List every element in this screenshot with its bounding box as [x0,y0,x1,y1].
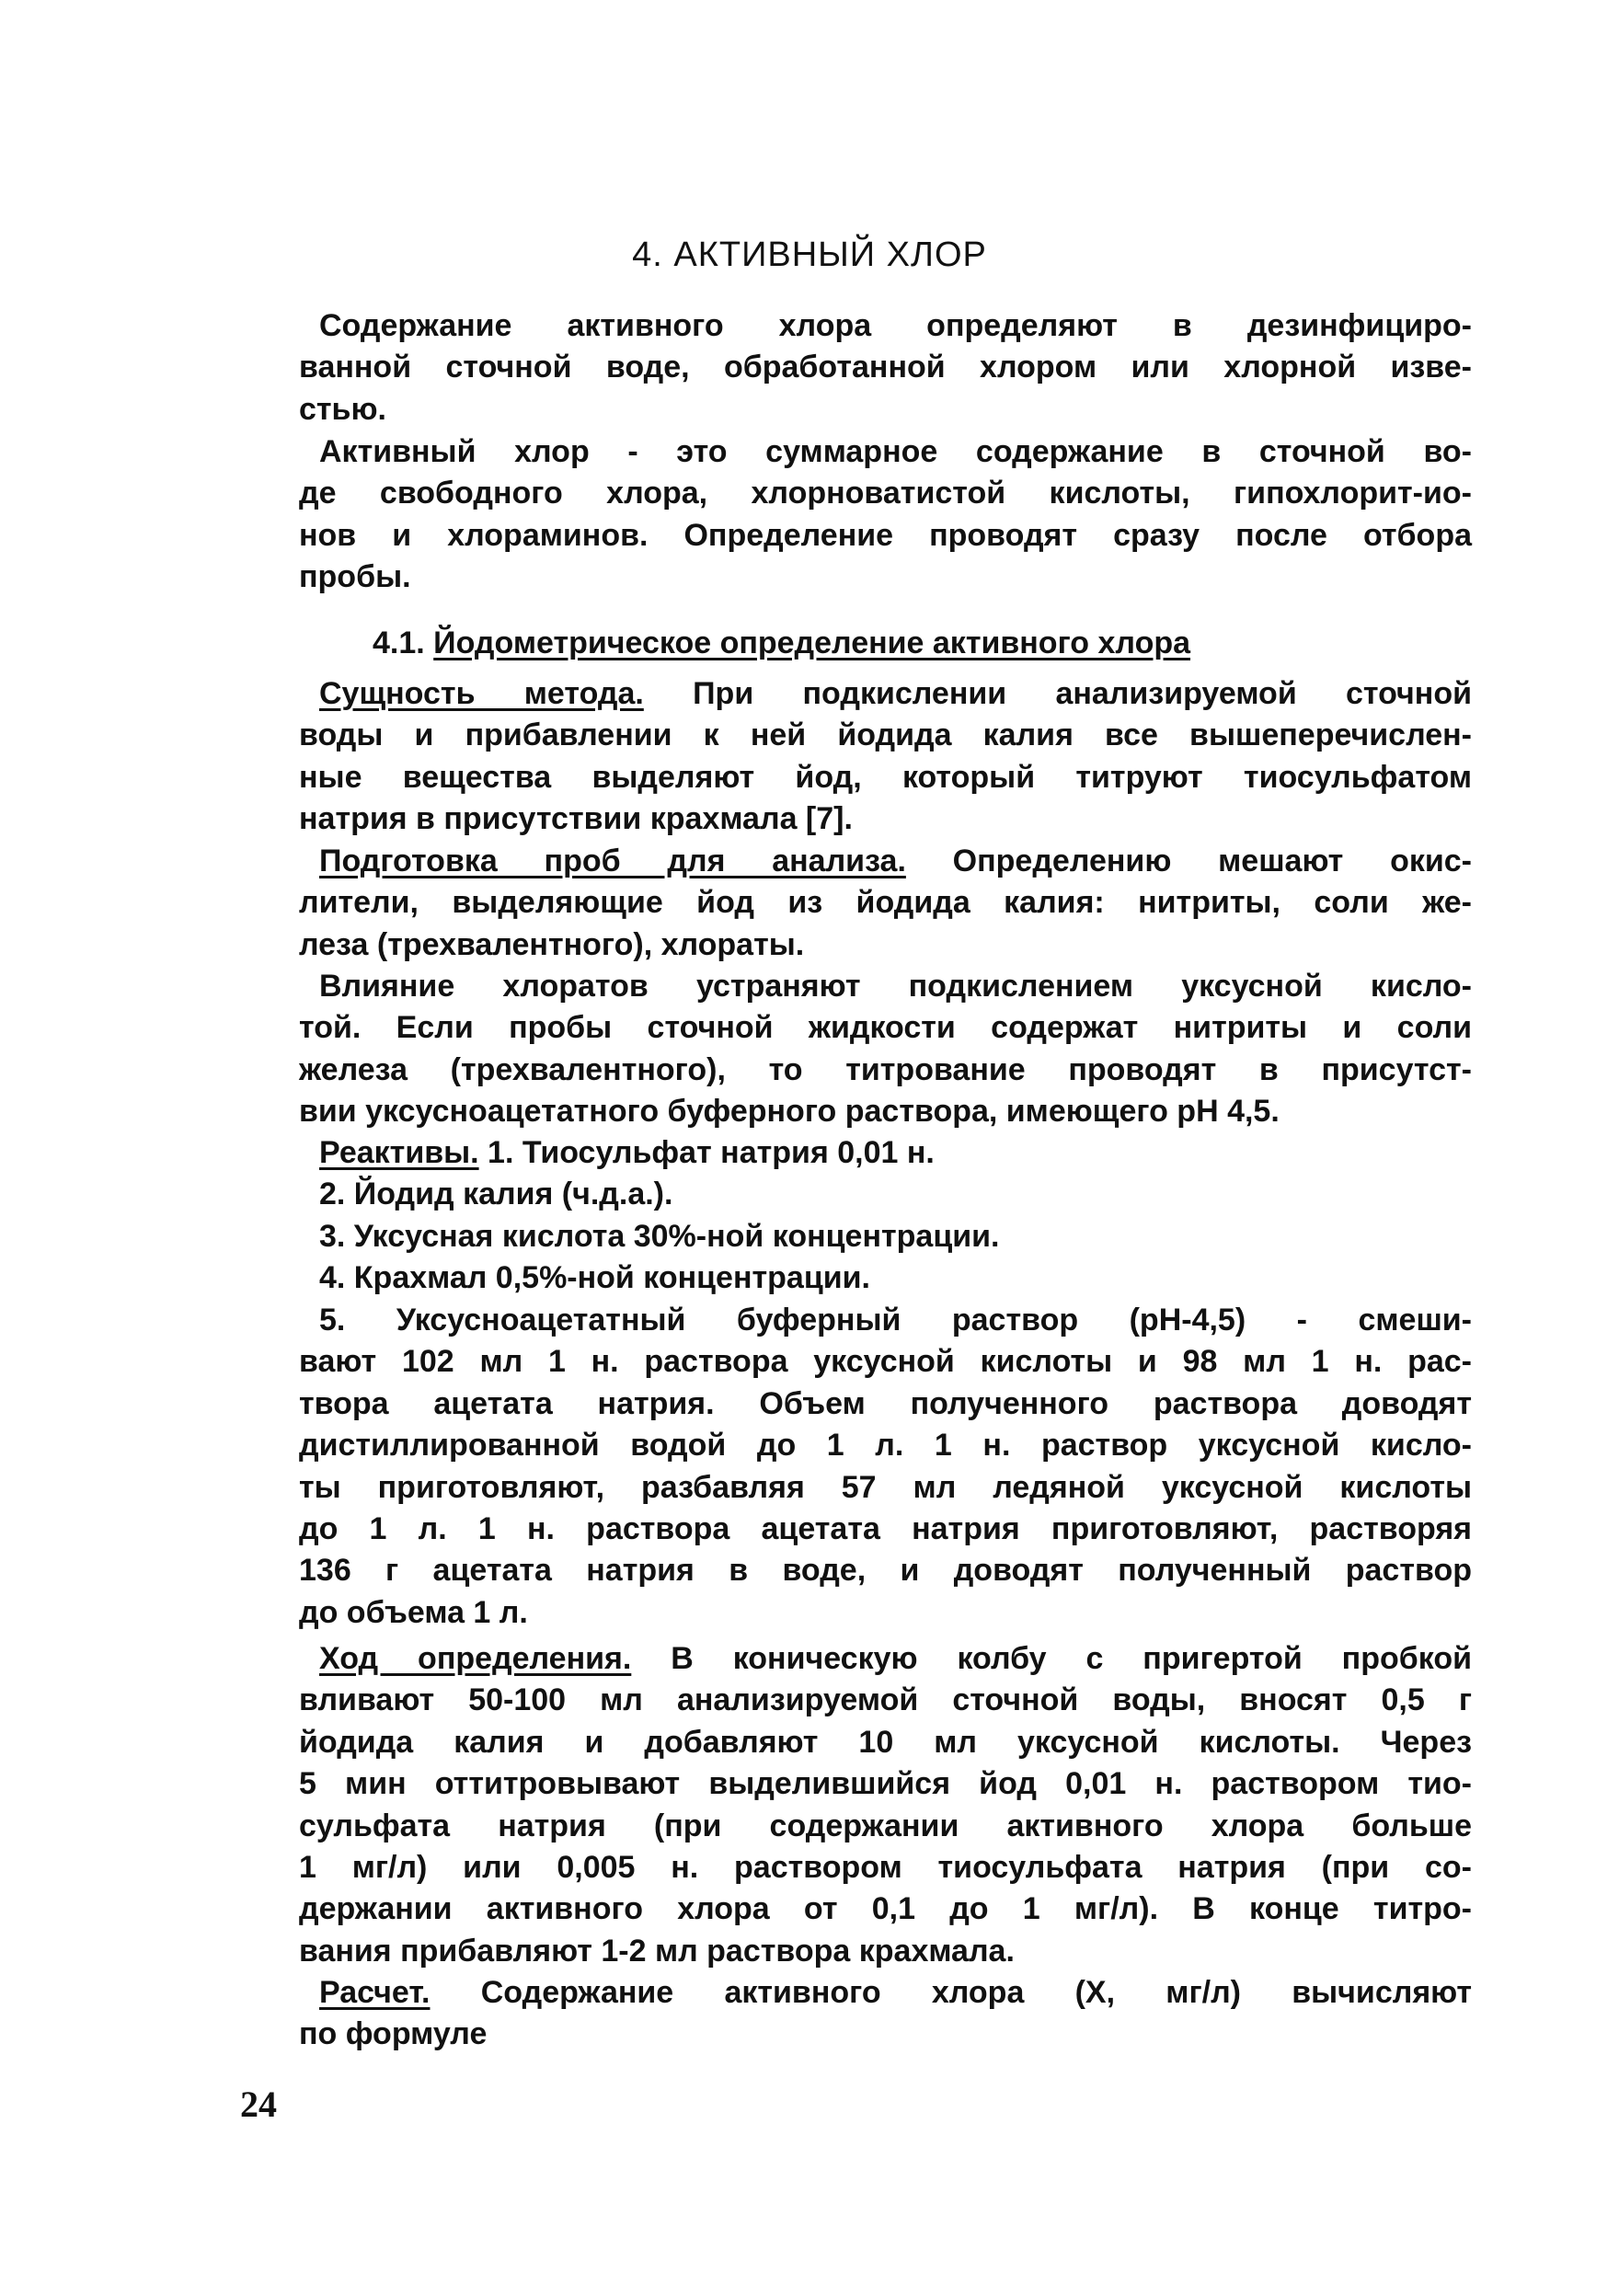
text-line: воды и прибавлении к ней йодида калия все вышеперечислен- [299,718,1472,753]
text-line: Содержание активного хлора определяют в дезинфициро- [319,308,1472,343]
underlined-label: Сущность метода. [319,676,644,711]
text-line [319,1131,1472,1174]
text-line: де свободного хлора, хлорноватистой кислоты, гипохлорит-ио- [299,476,1472,511]
text-line: ные вещества выделяют йод, который титруют тиосульфатом [299,759,1472,795]
line-text: В коническую колбу с пригертой пробкой [631,1641,1472,1676]
text-line: лители, выделяющие йод из йодида калия: нитриты, соли же- [299,885,1472,921]
text-line [319,1637,1472,1680]
text-line: держании активного хлора от 0,1 до 1 мг/л). В конце титро- [299,1891,1472,1927]
underlined-label: Расчет. [319,1975,431,2010]
text-line: стью. [299,391,386,427]
text-line: 5 мин оттитровывают выделившийся йод 0,01 н. раствором тио- [299,1766,1472,1802]
text-line: пробы. [299,559,411,595]
line-text: Определению мешают окис- [905,844,1472,878]
heading-number: 4.1. [373,626,434,660]
underlined-label: Подготовка проб для анализа. [319,844,906,878]
text-line: твора ацетата натрия. Объем полученного раствора доводят [299,1385,1472,1421]
line-text: При подкислении анализируемой сточной [643,676,1472,711]
text-line [319,1971,1472,2014]
text-line: 1 мг/л) или 0,005 н. раствором тиосульфата натрия (при со- [299,1850,1472,1885]
text-line [373,622,1190,664]
page-number: 24 [240,2084,277,2125]
text-line: 5. Уксусноацетатный буферный раствор (pH-4,5) - смеши- [319,1303,1472,1337]
text-line [319,840,1472,882]
text-line: железа (трехвалентного), то титрование проводят в присутст- [299,1051,1472,1087]
text-line: до объема 1 л. [299,1594,528,1630]
text-line: по формуле [299,2016,488,2052]
section-title: 4. АКТИВНЫЙ ХЛОР [632,235,987,274]
underlined-label: Реактивы. [319,1135,479,1170]
text-line: 3. Уксусная кислота 30%-ной концентрации. [319,1219,1000,1254]
text-line: Влияние хлоратов устраняют подкислением уксусной кисло- [319,969,1472,1004]
line-text: 1. Тиосульфат натрия 0,01 н. [478,1135,935,1170]
text-line: вают 102 мл 1 н. раствора уксусной кислоты и 98 мл 1 н. рас- [299,1344,1472,1380]
text-line: ты приготовляют, разбавляя 57 мл ледяной уксусной кислоты [299,1469,1472,1505]
text-line: вливают 50-100 мл анализируемой сточной воды, вносят 0,5 г [299,1682,1472,1718]
text-line: вания прибавляют 1-2 мл раствора крахмала. [299,1933,1015,1969]
text-line: вии уксусноацетатного буферного раствора, имеющего pH 4,5. [299,1094,1280,1130]
text-line: нов и хлораминов. Определение проводят сразу после отбора [299,517,1472,553]
text-line: 4. Крахмал 0,5%-ной концентрации. [319,1260,870,1295]
text-line: дистиллированной водой до 1 л. 1 н. раствор уксусной кисло- [299,1428,1472,1464]
text-line: сульфата натрия (при содержании активного хлора больше [299,1808,1472,1843]
text-line: ванной сточной воде, обработанной хлором или хлорной изве- [299,350,1472,385]
text-line [319,672,1472,715]
underlined-label: Ход определения. [319,1641,632,1676]
text-line: до 1 л. 1 н. раствора ацетата натрия приготовляют, растворяя [299,1511,1472,1546]
text-line: Активный хлор - это суммарное содержание в сточной во- [319,434,1472,469]
text-line: йодида калия и добавляют 10 мл уксусной кислоты. Через [299,1724,1472,1760]
text-line: леза (трехвалентного), хлораты. [299,926,805,962]
text-line: 2. Йодид калия (ч.д.а.). [319,1177,673,1211]
text-line: той. Если пробы сточной жидкости содержат нитриты и соли [299,1010,1472,1046]
text-line: натрия в присутствии крахмала [7]. [299,801,853,837]
text-line: 136 г ацетата натрия в воде, и доводят полученный раствор [299,1553,1472,1589]
line-text: Содержание активного хлора (X, мг/л) вычисляют [430,1975,1472,2010]
underlined-label: Йодометрическое определение активного хлора [433,626,1191,660]
